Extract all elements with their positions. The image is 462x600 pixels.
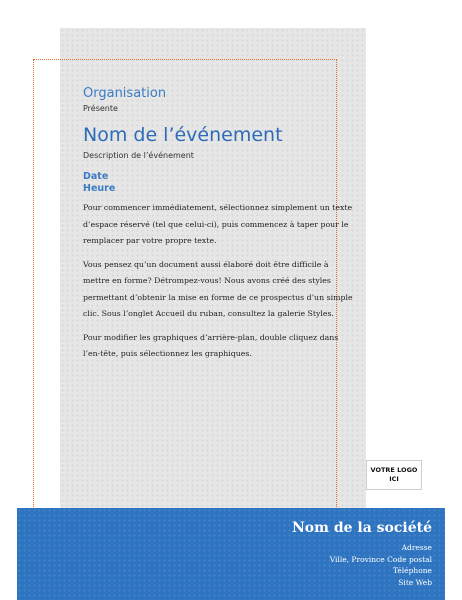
event-date[interactable]: Date [83, 171, 109, 182]
event-description[interactable]: Description de l’événement [83, 151, 194, 160]
city-line[interactable]: Ville, Province Code postal [329, 554, 432, 564]
logo-placeholder[interactable] [366, 460, 422, 490]
event-title[interactable]: Nom de l’événement [83, 124, 283, 146]
paragraph-2[interactable]: Vous pensez qu’un document aussi élaboré doit être difficile à mettre en forme? Détrompez-vous! Nous avons créé des styles permettant d’obtenir la mise en forme de ce prospectus d’un simple clic. Sous l’onglet Accueil du ruban, consultez la galerie Styles. [83, 259, 353, 318]
body-text [83, 200, 355, 370]
event-time[interactable]: Heure [83, 183, 116, 194]
organisation-label[interactable]: Organisation [83, 86, 167, 101]
phone-line[interactable]: Téléphone [392, 566, 432, 575]
footer-banner [17, 508, 445, 600]
paragraph-3[interactable]: Pour modifier les graphiques d’arrière-plan, double cliquez dans l’en-tête, puis sélectionnez les graphiques. [83, 332, 339, 358]
presents-label[interactable]: Présente [83, 104, 118, 113]
company-name[interactable]: Nom de la société [292, 520, 432, 536]
contact-block [330, 542, 432, 588]
address-line[interactable]: Adresse [401, 543, 432, 552]
logo-text-line2: ICI [389, 475, 399, 483]
website-line[interactable]: Site Web [398, 577, 432, 587]
logo-text-line1: VOTRE LOGO [370, 466, 418, 474]
paragraph-1[interactable]: Pour commencer immédiatement, sélectionnez simplement un texte d’espace réservé (tel que celui-ci), puis commencez à taper pour le remplacer par votre propre texte. [83, 203, 353, 245]
